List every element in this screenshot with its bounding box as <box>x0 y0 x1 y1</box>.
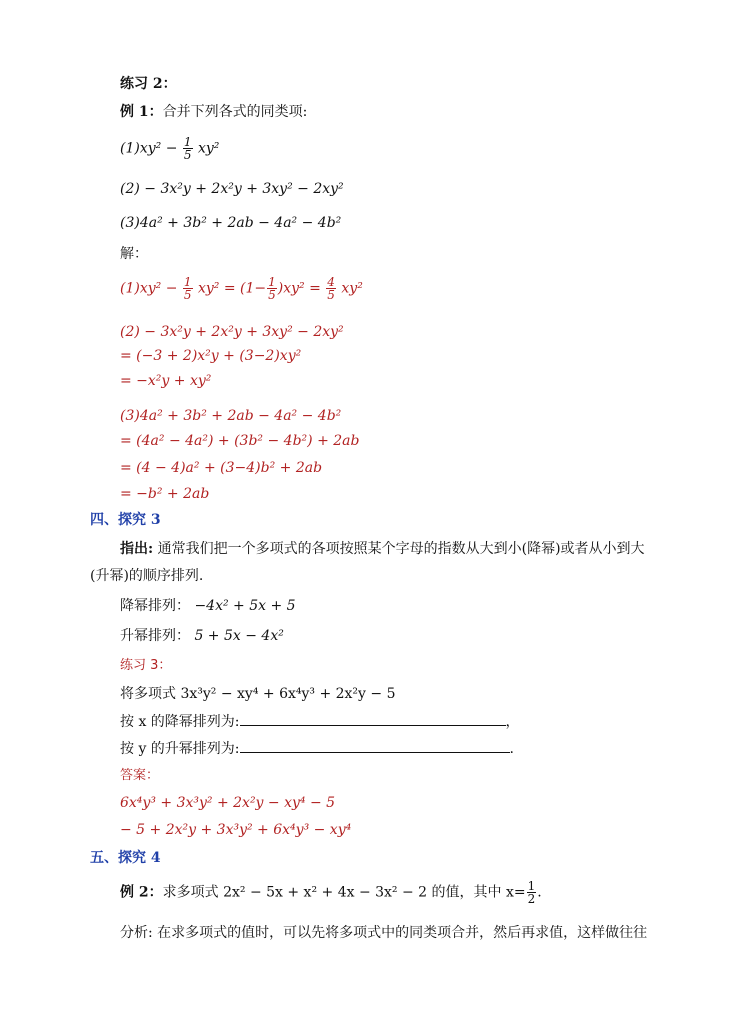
solution-1-part: xy² <box>341 280 363 297</box>
solution-3-line-2: = (4a² − 4a²) + (3b² − 4b²) + 2ab <box>120 433 360 449</box>
answer-blank[interactable] <box>240 711 506 726</box>
answer-2: − 5 + 2x²y + 3x³y² + 6x⁴y³ − xy⁴ <box>120 822 352 838</box>
answer-1: 6x⁴y³ + 3x³y² + 2x²y − xy⁴ − 5 <box>120 795 336 811</box>
solution-3-line-4: = −b² + 2ab <box>120 486 210 502</box>
example-1-prompt <box>120 102 307 122</box>
fraction-den: 5 <box>183 288 192 302</box>
point-out-paragraph <box>120 539 645 559</box>
fraction-den: 2 <box>527 892 536 906</box>
answer-blank[interactable] <box>240 738 510 753</box>
fraction <box>267 276 277 301</box>
fraction-den: 5 <box>268 288 276 302</box>
solution-label: 解： <box>120 246 148 262</box>
descending-order-line <box>120 596 296 616</box>
solution-1 <box>120 276 363 301</box>
section-4-heading: 四、探究 3 <box>90 512 161 528</box>
fraction-num: 1 <box>183 135 192 149</box>
question-2-text: 按 y 的升幂排列为: <box>120 741 240 757</box>
fraction <box>183 136 193 161</box>
descending-label: 降幂排列： <box>120 598 190 614</box>
question-2-end: . <box>509 741 514 757</box>
ascending-expression: 5 + 5x − 4x² <box>194 628 284 644</box>
fraction <box>326 276 336 301</box>
fraction-num: 1 <box>268 275 276 289</box>
question-1 <box>120 711 520 732</box>
solution-3-line-1: (3)4a² + 3b² + 2ab − 4a² − 4b² <box>120 408 342 424</box>
polynomial-statement: 将多项式 3x³y² − xy⁴ + 6x⁴y³ + 2x²y − 5 <box>120 686 396 702</box>
example-2 <box>120 880 542 905</box>
solution-2-line-1: (2) − 3x²y + 2x²y + 3xy² − 2xy² <box>120 324 344 340</box>
fraction-den: 5 <box>327 288 335 302</box>
fraction <box>183 276 193 301</box>
expr-1 <box>120 136 219 161</box>
analysis-paragraph: 分析: 在求多项式的值时，可以先将多项式中的同类项合并，然后再求值，这样做往往 <box>120 925 648 941</box>
solution-1-part: xy² = (1− <box>197 280 267 297</box>
point-out-label: 指出: <box>120 541 154 557</box>
solution-2-line-3: = −x²y + xy² <box>120 373 212 389</box>
solution-1-part: (1)xy² − <box>120 280 178 297</box>
question-1-text: 按 x 的降幂排列为: <box>120 714 240 730</box>
expr-1-part-a: (1)xy² − <box>120 140 178 157</box>
question-1-end: ， <box>505 714 520 730</box>
answer-heading: 答案： <box>120 768 160 783</box>
point-out-text: 通常我们把一个多项式的各项按照某个字母的指数从大到小(降幂)或者从小到大 <box>153 541 645 557</box>
descending-expression: −4x² + 5x + 5 <box>194 598 296 614</box>
fraction <box>527 880 537 905</box>
fraction-den: 5 <box>183 148 192 162</box>
solution-2-line-2: = (−3 + 2)x²y + (3−2)xy² <box>120 348 302 364</box>
ascending-label: 升幂排列： <box>120 628 190 644</box>
fraction-num: 1 <box>183 275 192 289</box>
fraction-num: 4 <box>327 275 335 289</box>
solution-3-line-3: = (4 − 4)a² + (3−4)b² + 2ab <box>120 460 323 476</box>
exercise-3-heading: 练习 3： <box>120 658 172 673</box>
example-1-text: 合并下列各式的同类项: <box>162 104 308 120</box>
question-2 <box>120 738 514 759</box>
example-2-label: 例 2： <box>120 884 163 901</box>
example-2-text: 求多项式 2x² − 5x + x² + 4x − 3x² − 2 的值，其中 x= <box>162 884 526 901</box>
fraction-num: 1 <box>527 879 536 893</box>
expr-2: (2) − 3x²y + 2x²y + 3xy² − 2xy² <box>120 181 344 197</box>
expr-1-part-b: xy² <box>197 140 220 157</box>
solution-1-part: )xy² = <box>277 280 321 297</box>
expr-3: (3)4a² + 3b² + 2ab − 4a² − 4b² <box>120 215 342 231</box>
exercise-2-heading: 练习 2： <box>120 76 177 92</box>
section-5-heading: 五、探究 4 <box>90 850 161 866</box>
point-out-continuation: (升幂)的顺序排列. <box>90 568 204 584</box>
ascending-order-line <box>120 626 284 646</box>
example-1-label: 例 1： <box>120 104 163 120</box>
example-2-end: . <box>537 884 542 901</box>
